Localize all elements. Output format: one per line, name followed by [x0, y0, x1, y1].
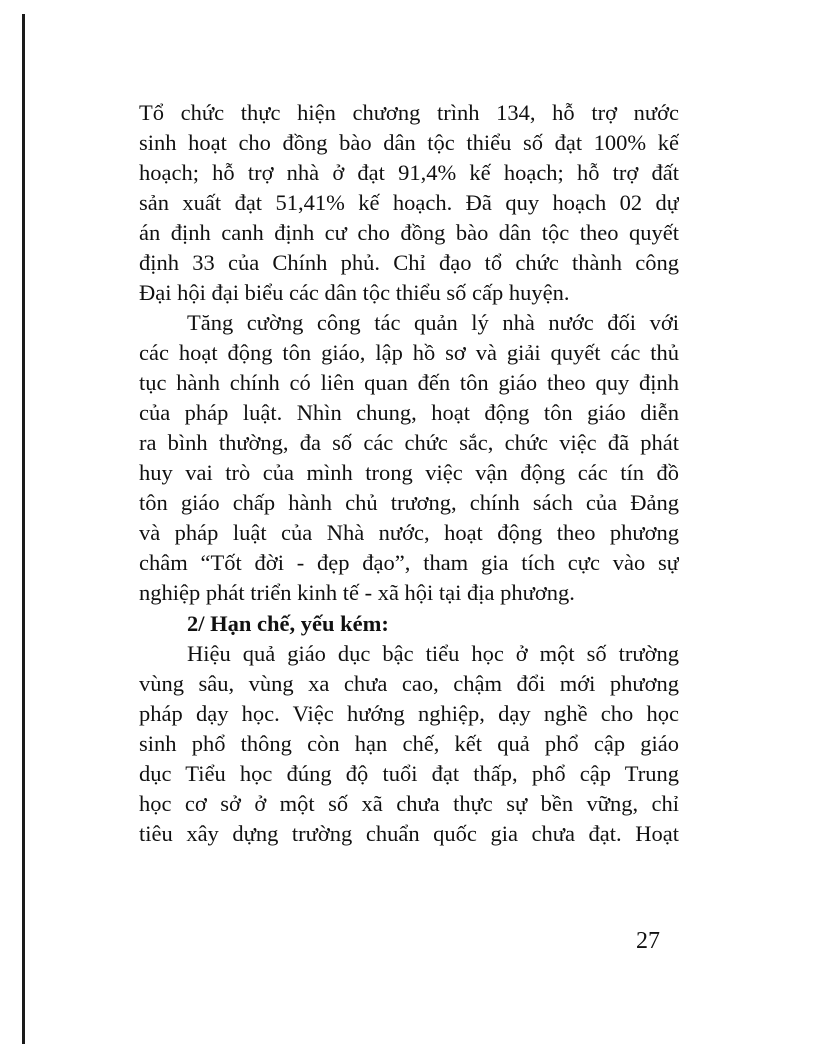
- body-text: [139, 98, 679, 849]
- paragraph-line: hoạch; hỗ trợ nhà ở đạt 91,4% kế hoạch; hỗ trợ đất: [139, 160, 679, 185]
- paragraph-line: án định canh định cư cho đồng bào dân tộc theo quyết: [139, 220, 679, 245]
- paragraph-line: Tổ chức thực hiện chương trình 134, hỗ trợ nước: [139, 100, 679, 125]
- paragraph-line: sinh phổ thông còn hạn chế, kết quả phổ cập giáo: [139, 731, 679, 756]
- paragraph-line: định 33 của Chính phủ. Chỉ đạo tổ chức thành công: [139, 250, 679, 275]
- page-number: 27: [636, 928, 660, 954]
- paragraph-line: tiêu xây dựng trường chuẩn quốc gia chưa đạt. Hoạt: [139, 821, 679, 846]
- paragraph-line: nghiệp phát triển kinh tế - xã hội tại địa phương.: [139, 580, 575, 605]
- paragraph-line: các hoạt động tôn giáo, lập hồ sơ và giải quyết các thủ: [139, 340, 679, 365]
- page-edge-rule: [22, 14, 25, 1044]
- paragraph-2: [139, 308, 679, 608]
- paragraph-line: Đại hội đại biểu các dân tộc thiểu số cấp huyện.: [139, 280, 570, 305]
- paragraph-line: tục hành chính có liên quan đến tôn giáo theo quy định: [139, 370, 679, 395]
- paragraph-line: học cơ sở ở một số xã chưa thực sự bền vững, chỉ: [139, 791, 679, 816]
- paragraph-line: của pháp luật. Nhìn chung, hoạt động tôn giáo diễn: [139, 400, 679, 425]
- paragraph-line: Hiệu quả giáo dục bậc tiểu học ở một số trường: [187, 641, 679, 666]
- paragraph-line: dục Tiểu học đúng độ tuổi đạt thấp, phổ cập Trung: [139, 761, 679, 786]
- paragraph-line: sinh hoạt cho đồng bào dân tộc thiểu số đạt 100% kế: [139, 130, 679, 155]
- paragraph-line: tôn giáo chấp hành chủ trương, chính sách của Đảng: [139, 490, 679, 515]
- paragraph-3: [139, 639, 679, 849]
- paragraph-line: Tăng cường công tác quản lý nhà nước đối với: [187, 310, 679, 335]
- paragraph-line: sản xuất đạt 51,41% kế hoạch. Đã quy hoạch 02 dự: [139, 190, 679, 215]
- paragraph-line: châm “Tốt đời - đẹp đạo”, tham gia tích cực vào sự: [139, 550, 679, 575]
- paragraph-line: ra bình thường, đa số các chức sắc, chức việc đã phát: [139, 430, 679, 455]
- paragraph-line: vùng sâu, vùng xa chưa cao, chậm đổi mới phương: [139, 671, 679, 696]
- section-heading: 2/ Hạn chế, yếu kém:: [187, 611, 389, 636]
- paragraph-line: pháp dạy học. Việc hướng nghiệp, dạy nghề cho học: [139, 701, 679, 726]
- paragraph-line: huy vai trò của mình trong việc vận động các tín đồ: [139, 460, 679, 485]
- paragraph-1: [139, 98, 679, 308]
- paragraph-line: và pháp luật của Nhà nước, hoạt động theo phương: [139, 520, 679, 545]
